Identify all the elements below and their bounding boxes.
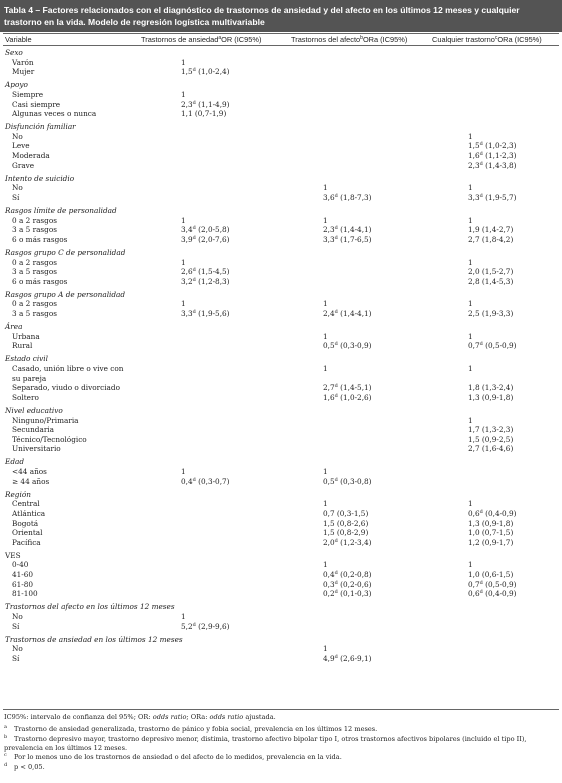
row-label: Casado, unión libre o vive con bbox=[12, 364, 124, 373]
row-label: Sí bbox=[12, 192, 20, 202]
row-label: Varón bbox=[12, 57, 34, 67]
table-cell: 0,7 (0,3-1,5) bbox=[323, 508, 369, 518]
table-cell: 5,2$^d$ (2,9-9,6) bbox=[181, 621, 230, 631]
section-heading: Trastornos de ansiedad en los últimos 12 meses bbox=[5, 634, 183, 644]
table-cell: 1 bbox=[468, 257, 473, 267]
row-label: No bbox=[12, 131, 23, 141]
row-label: Universitario bbox=[12, 444, 61, 454]
section-heading: Sexo bbox=[5, 48, 23, 57]
table-cell: 2,8 (1,4-5,3) bbox=[468, 276, 514, 286]
table-cell: 3,3$^d$ (1,7-6,5) bbox=[323, 234, 372, 244]
row-label: Casi siempre bbox=[12, 99, 61, 109]
row-label: 3 a 5 rasgos bbox=[12, 309, 57, 318]
table-cell: 1 bbox=[323, 183, 328, 193]
table-cell: 0,2$^d$ (0,1-0,3) bbox=[323, 589, 372, 599]
row-label: Oriental bbox=[12, 528, 43, 538]
table-cell: 1,3 (0,9-1,8) bbox=[468, 518, 514, 528]
table-cell: 2,4$^d$ (1,4-4,1) bbox=[323, 309, 372, 318]
row-label: 0 a 2 rasgos bbox=[12, 257, 57, 267]
table-cell: 1,5 (0,8-2,9) bbox=[323, 528, 369, 538]
table-cell: 1,5$^d$ (1,0-2,4) bbox=[181, 67, 230, 77]
row-label: No bbox=[12, 644, 23, 654]
table-cell: 2,7 (1,6-4,6) bbox=[468, 444, 514, 454]
table-cell: 1 bbox=[323, 364, 328, 373]
row-label: Urbana bbox=[12, 331, 40, 341]
table-cell: 1 bbox=[323, 331, 328, 341]
table-cell: 1,5 (0,8-2,6) bbox=[323, 518, 369, 528]
row-label: Rural bbox=[12, 341, 33, 351]
row-label: Pacífica bbox=[12, 537, 41, 547]
table-cell: 2,0 (1,5-2,7) bbox=[468, 267, 514, 277]
table-cell: 1 bbox=[181, 611, 186, 621]
table-cell: 0,5$^d$ (0,3-0,9) bbox=[323, 341, 372, 351]
table-cell: 0,4$^d$ (0,2-0,8) bbox=[323, 570, 372, 579]
section-heading: Rasgos límite de personalidad bbox=[5, 206, 117, 215]
table-cell: 1 bbox=[468, 183, 473, 193]
footnote-item: b Trastorno depresivo mayor, trastorno depresivo menor, distimia, trastorno afectivo bipolar tipo I, otros trastornos afectivos bipolares (incluido el tipo II), prevalencia en los últimos 12 meses. bbox=[4, 734, 527, 752]
row-label: No bbox=[12, 183, 23, 193]
header-anxiety: Trastornos de ansiedad$^a$OR (IC95%) bbox=[141, 35, 262, 44]
section-heading: Rasgos grupo A de personalidad bbox=[5, 289, 126, 299]
table-cell: 3,3$^d$ (1,9-5,7) bbox=[468, 192, 517, 202]
section-heading: Área bbox=[5, 322, 23, 332]
section-heading: Edad bbox=[5, 457, 25, 467]
table-cell: 1,5 (0,9-2,5) bbox=[468, 434, 514, 444]
section-heading: Nivel educativo bbox=[5, 405, 63, 415]
table-cell: 0,7$^d$ (0,5-0,9) bbox=[468, 341, 517, 351]
table-cell: 3,6$^d$ (1,8-7,3) bbox=[323, 192, 372, 202]
section-heading: Disfunción familiar bbox=[5, 122, 76, 132]
table-cell: 1 bbox=[181, 89, 186, 99]
table-cell: 0,4$^d$ (0,3-0,7) bbox=[181, 476, 230, 486]
table-cell: 1 bbox=[323, 644, 328, 654]
footnote-item: d p < 0,05. bbox=[4, 762, 45, 771]
footnote-abbreviations: IC95%: intervalo de confianza del 95%; OR: odds ratio; ORa: odds ratio ajustada. bbox=[4, 713, 276, 721]
table-cell: 1 bbox=[468, 560, 473, 570]
row-label: Central bbox=[12, 499, 40, 509]
section-heading: Región bbox=[5, 489, 31, 499]
table-cell: 2,0$^d$ (1,2-3,4) bbox=[323, 537, 372, 547]
row-label: Atlántica bbox=[12, 508, 46, 518]
section-heading: Intento de suicidio bbox=[5, 173, 75, 183]
row-label: 0 a 2 rasgos bbox=[12, 299, 57, 309]
row-label: <44 años bbox=[12, 467, 47, 476]
section-heading: Rasgos grupo C de personalidad bbox=[5, 247, 126, 257]
table-cell: 3,2$^d$ (1,2-8,3) bbox=[181, 276, 230, 286]
table-title: Tabla 4 – Factores relacionados con el diagnóstico de trastornos de ansiedad y del afecto en los últimos 12 meses y cualquier trastorno en la vida. Modelo de regresión logística multivariable bbox=[0, 0, 562, 32]
row-label: 61-80 bbox=[12, 579, 34, 589]
table-cell: 2,5 (1,9-3,3) bbox=[468, 309, 514, 318]
table-cell: 1,5$^d$ (1,0-2,3) bbox=[468, 141, 517, 151]
footnote-item: c Por lo menos uno de los trastornos de ansiedad o del afecto de lo medidos, prevalencia en la vida. bbox=[4, 752, 342, 761]
table-cell: 1,0 (0,7-1,5) bbox=[468, 528, 514, 538]
table-cell: 1 bbox=[181, 467, 186, 476]
table-cell: 3,3$^d$ (1,9-5,6) bbox=[181, 309, 230, 318]
table-cell: 2,3$^d$ (1,1-4,9) bbox=[181, 99, 230, 109]
row-label: Sí bbox=[12, 653, 20, 663]
table-cell: 1 bbox=[181, 57, 186, 67]
table-cell: 1 bbox=[323, 215, 328, 225]
table-cell: 1 bbox=[468, 364, 473, 373]
table-cell: 1 bbox=[468, 331, 473, 341]
row-label: Leve bbox=[12, 141, 30, 151]
table-cell: 1,2 (0,9-1,7) bbox=[468, 537, 514, 547]
table-cell: 1 bbox=[323, 560, 328, 570]
table-cell: 1,3 (0,9-1,8) bbox=[468, 392, 514, 402]
table-cell: 4,9$^d$ (2,6-9,1) bbox=[323, 653, 372, 663]
row-label: Sí bbox=[12, 621, 20, 631]
table-cell: 2,7$^d$ (1,4-5,1) bbox=[323, 383, 372, 393]
footnote-item: a Trastorno de ansiedad generalizada, trastorno de pánico y fobia social, prevalencia en los últimos 12 meses. bbox=[4, 724, 378, 733]
table-cell: 1,1 (0,7-1,9) bbox=[181, 109, 227, 119]
row-label: 0-40 bbox=[12, 560, 29, 570]
table-cell: 1 bbox=[468, 499, 473, 509]
table-cell: 1 bbox=[323, 499, 328, 509]
table-cell: 1,9 (1,4-2,7) bbox=[468, 225, 514, 235]
table-cell: 0,6$^d$ (0,4-0,9) bbox=[468, 508, 517, 518]
row-label: 3 a 5 rasgos bbox=[12, 225, 57, 235]
row-label: Ninguno/Primaria bbox=[12, 415, 79, 425]
table-cell: 2,3$^d$ (1,4-4,1) bbox=[323, 225, 372, 235]
table-cell: 0,3$^d$ (0,2-0,6) bbox=[323, 579, 372, 589]
table-cell: 3,4$^d$ (2,0-5,8) bbox=[181, 225, 230, 235]
table-cell: 1,0 (0,6-1,5) bbox=[468, 570, 514, 579]
table-cell: 2,7 (1,8-4,2) bbox=[468, 234, 514, 244]
row-label: Secundaria bbox=[12, 425, 54, 435]
table-cell: 0,7$^d$ (0,5-0,9) bbox=[468, 579, 517, 589]
row-label: Separado, viudo o divorciado bbox=[12, 383, 120, 393]
table-cell: 1 bbox=[468, 215, 473, 225]
table-cell: 0,6$^d$ (0,4-0,9) bbox=[468, 589, 517, 599]
table-cell: 1 bbox=[468, 299, 473, 309]
table-cell: 1,7 (1,3-2,3) bbox=[468, 425, 514, 435]
row-label: Moderada bbox=[12, 151, 50, 160]
header-top-rule bbox=[3, 33, 559, 34]
header-bottom-rule bbox=[3, 45, 559, 46]
table-cell: 1 bbox=[181, 215, 186, 225]
table-bottom-rule bbox=[3, 709, 559, 710]
row-label: 41-60 bbox=[12, 570, 34, 579]
row-label: Grave bbox=[12, 160, 35, 170]
table-cell: 1 bbox=[468, 131, 473, 141]
table-cell: 1 bbox=[181, 299, 186, 309]
table-cell: 1,6$^d$ (1,0-2,6) bbox=[323, 392, 372, 402]
row-label: su pareja bbox=[12, 373, 47, 383]
row-label: 3 a 5 rasgos bbox=[12, 267, 57, 277]
section-heading: Apoyo bbox=[5, 80, 28, 90]
row-label: Mujer bbox=[12, 67, 35, 77]
row-label: Técnico/Tecnológico bbox=[12, 434, 87, 444]
table-cell: 1,8 (1,3-2,4) bbox=[468, 383, 514, 393]
header-variable: Variable bbox=[5, 35, 32, 44]
table-cell: 1,6$^d$ (1,1-2,3) bbox=[468, 151, 517, 160]
table-cell: 1 bbox=[181, 257, 186, 267]
header-affective: Trastornos del afecto$^b$ORa (IC95%) bbox=[291, 35, 408, 44]
row-label: 6 o más rasgos bbox=[12, 234, 68, 244]
row-label: Siempre bbox=[12, 89, 44, 99]
row-label: ≥ 44 años bbox=[12, 476, 50, 486]
row-label: Soltero bbox=[12, 392, 39, 402]
table-cell: 2,6$^d$ (1,5-4,5) bbox=[181, 267, 230, 277]
section-heading: Estado civil bbox=[5, 354, 48, 364]
row-label: 6 o más rasgos bbox=[12, 276, 68, 286]
table-cell: 2,3$^d$ (1,4-3,8) bbox=[468, 160, 517, 170]
section-heading: Trastornos del afecto en los últimos 12 meses bbox=[5, 602, 175, 612]
row-label: Algunas veces o nunca bbox=[12, 109, 97, 119]
row-label: 0 a 2 rasgos bbox=[12, 215, 57, 225]
table-cell: 1 bbox=[468, 415, 473, 425]
row-label: Bogotá bbox=[12, 518, 39, 528]
row-label: No bbox=[12, 611, 23, 621]
row-label: 81-100 bbox=[12, 589, 38, 599]
table-cell: 3,9$^d$ (2,0-7,6) bbox=[181, 234, 230, 244]
section-heading: VES bbox=[5, 550, 21, 560]
header-any: Cualquier trastorno$^c$ORa (IC95%) bbox=[432, 35, 542, 44]
table-cell: 0,5$^d$ (0,3-0,8) bbox=[323, 476, 372, 486]
table-cell: 1 bbox=[323, 299, 328, 309]
table-cell: 1 bbox=[323, 467, 328, 476]
